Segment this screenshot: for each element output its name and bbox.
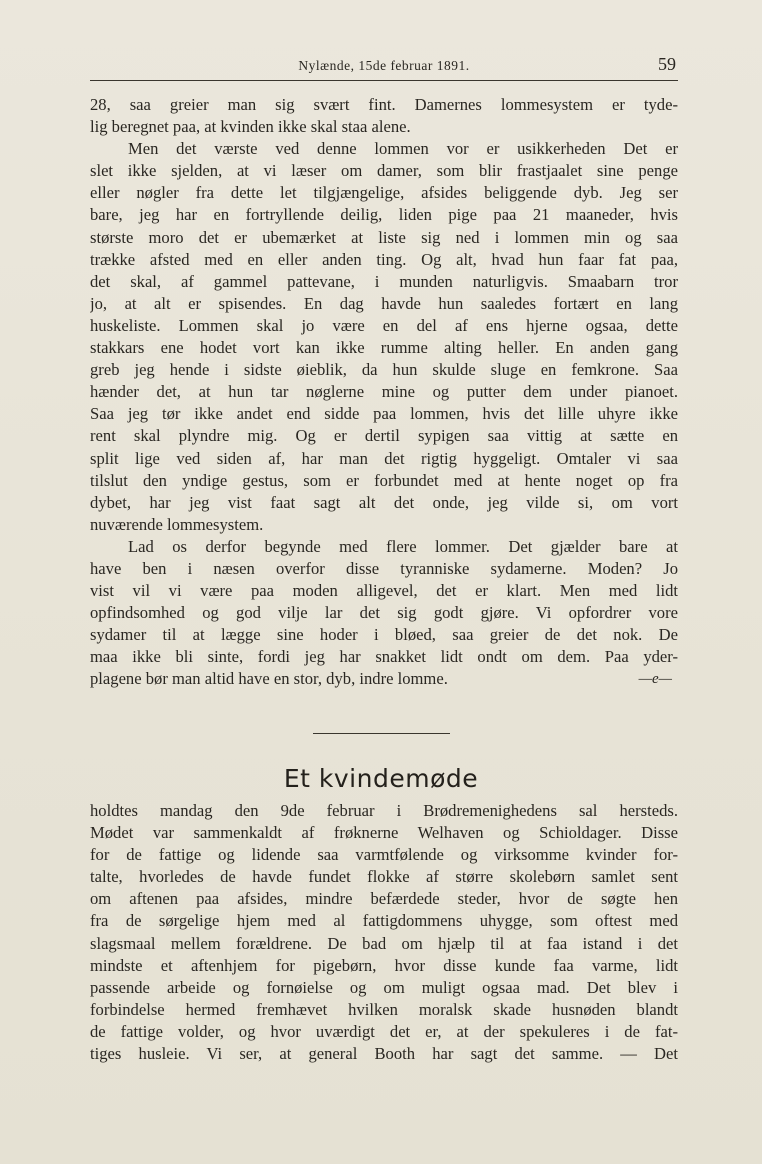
running-header	[90, 54, 678, 81]
text-line: passende arbeide og fornøielse og om muligt ogsaa mad. Det blev i	[90, 977, 678, 997]
text-line: det skal, af gammel pattevane, i munden naturligvis. Smaabarn tror	[90, 271, 678, 291]
text-line: trække afsted med en eller anden ting. Og alt, hvad hun faar fat paa,	[90, 249, 678, 269]
text-line: greb jeg hende i sidste øieblik, da hun skulde sluge en femkrone. Saa	[90, 360, 678, 380]
article-kvindemode	[90, 800, 678, 1065]
text-line: forbindelse hermed fremhævet hvilken moralsk skade husnøden blandt	[90, 999, 678, 1019]
page-number: 59	[658, 54, 676, 74]
text-line: nuværende lommesystem.	[90, 514, 264, 534]
text-line: 28, saa greier man sig svært fint. Damernes lommesystem er tyde-	[90, 95, 678, 114]
text-line: split lige ved siden af, har man det rigtig hyggeligt. Omtaler vi saa	[90, 448, 678, 468]
article-heading: Et kvindemøde	[283, 764, 479, 793]
text-line: stakkars ene hodet vort kan ikke rumme alting heller. En anden gang	[90, 338, 678, 358]
text-line: plagene bør man altid have en stor, dyb, indre lomme.	[90, 669, 448, 689]
text-line-with-signature	[90, 668, 678, 690]
author-signature: —e—	[638, 671, 672, 688]
text-line: for de fattige og lidende saa varmtfølende og virksomme kvinder for-	[90, 845, 678, 865]
text-line: eller nøgler fra dette let tilgjængelige, afsides beliggende dyb. Jeg ser	[90, 183, 678, 203]
running-title: Nylænde, 15de februar 1891.	[298, 58, 470, 73]
text-line: hænder det, at hun tar nøglerne mine og putter dem under pianoet.	[90, 382, 678, 402]
text-line: Men det værste ved denne lommen vor er usikkerheden Det er	[128, 139, 678, 159]
text-line: lig beregnet paa, at kvinden ikke skal staa alene.	[90, 117, 411, 137]
text-line: Saa jeg tør ikke andet end sidde paa lommen, hvis det lille uhyre ikke	[90, 404, 678, 424]
text-line: talte, hvorledes de havde fundet flokke af større skolebørn samlet sent	[90, 867, 678, 887]
text-line: sydamer til at lægge sine hoder i bløed, saa greier de det nok. De	[90, 625, 678, 645]
text-line: Lad os derfor begynde med flere lommer. Det gjælder bare at	[128, 536, 678, 556]
article-lommesystem	[90, 94, 678, 691]
text-line: fra de sørgelige hjem med al fattigdommens uhygge, som oftest med	[90, 911, 678, 931]
text-line: Mødet var sammenkaldt af frøknerne Welhaven og Schioldager. Disse	[90, 823, 678, 843]
text-line: rent skal plyndre mig. Og er dertil sypigen saa vittig at sætte en	[90, 426, 678, 446]
text-line: slet ikke sjelden, at vi læser om damer, som blir frastjaalet sine penge	[90, 161, 678, 181]
text-line: dybet, har jeg vist faat sagt alt det onde, jeg vilde si, om vort	[90, 492, 678, 512]
text-line: huskeliste. Lommen skal jo være en del af ens hjerne ogsaa, dette	[90, 315, 678, 335]
text-line: bare, jeg har en fortryllende deilig, liden pige paa 21 maaneder, hvis	[90, 205, 678, 225]
text-line: slagsmaal mellem forældrene. De bad om hjælp til at faa istand i det	[90, 933, 678, 953]
text-line: have ben i næsen overfor disse tyranniske sydamerne. Moden? Jo	[90, 558, 678, 578]
text-line: maa ikke bli sinte, fordi jeg har snakket lidt ondt om dem. Paa yder-	[90, 647, 678, 667]
text-line: om aftenen paa afsides, mindre befærdede steder, hvor de søgte hen	[90, 889, 678, 909]
text-line: tilslut den yndige gestus, som er forbundet med at hente noget op fra	[90, 470, 678, 490]
text-line: opfindsomhed og god vilje lar det sig godt gjøre. Vi opfordrer vore	[90, 603, 678, 623]
text-line: jo, at alt er spisendes. En dag havde hun saaledes fortært en lang	[90, 293, 678, 313]
section-divider	[313, 733, 450, 734]
text-line: holdtes mandag den 9de februar i Brødremenighedens sal hersteds.	[90, 801, 678, 820]
text-line: vist vil vi være paa moden alligevel, det er klart. Men med lidt	[90, 581, 678, 601]
text-line: de fattige volder, og hvor uværdigt det er, at der spekuleres i de fat-	[90, 1021, 678, 1041]
text-line: tiges husleie. Vi ser, at general Booth har sagt det samme. — Det	[90, 1044, 678, 1064]
text-line: mindste et aftenhjem for pigebørn, hvor disse kunde faa varme, lidt	[90, 955, 678, 975]
text-line: største moro det er ubemærket at liste sig ned i lommen min og saa	[90, 227, 678, 247]
